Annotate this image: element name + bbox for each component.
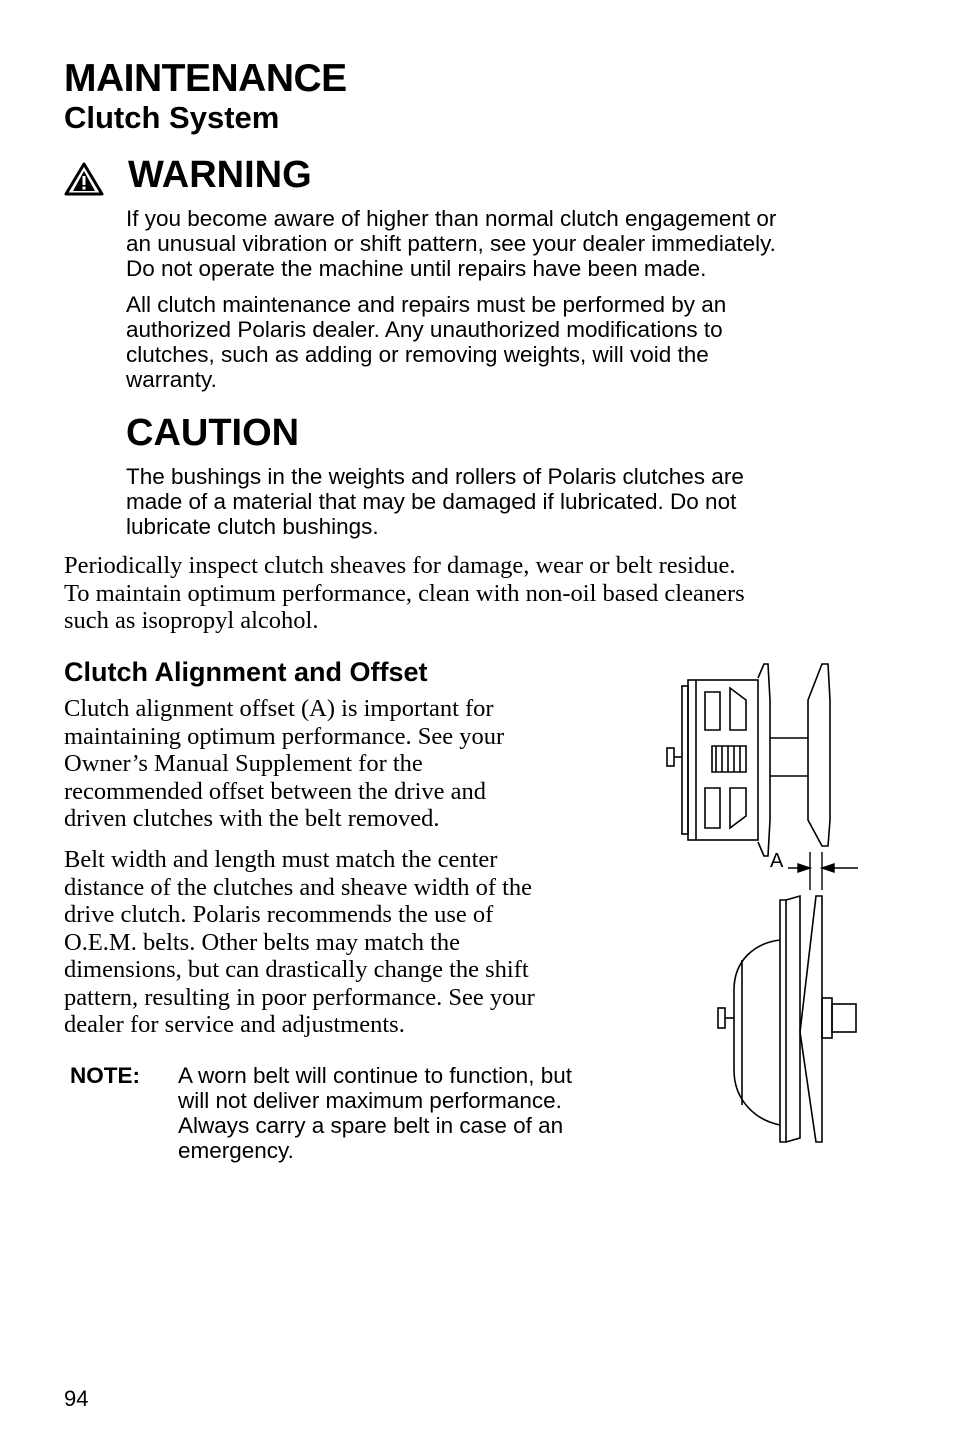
alignment-paragraph-1 (64, 695, 624, 833)
text-line: clutches, such as adding or removing weights, will void the (126, 342, 709, 367)
text-line: Belt width and length must match the center (64, 846, 498, 873)
driven-bolt-head (718, 1008, 725, 1028)
note-text (178, 1063, 638, 1163)
text-line: Owner’s Manual Supplement for the (64, 750, 423, 777)
text-line: Do not operate the machine until repairs have been made. (126, 256, 707, 281)
text-line: pattern, resulting in poor performance. See your (64, 983, 535, 1011)
text-line: If you become aware of higher than normal clutch engagement or (126, 206, 777, 231)
text-line: recommended offset between the drive and (64, 777, 487, 805)
text-line: emergency. (178, 1138, 294, 1163)
text-line: warranty. (126, 367, 217, 392)
text-line: dealer for service and adjustments. (64, 1011, 405, 1038)
text-line: O.E.M. belts. Other belts may match the (64, 928, 460, 956)
text-line: made of a material that may be damaged if lubricated. Do not (126, 489, 737, 514)
text-line: will not deliver maximum performance. (178, 1088, 562, 1113)
text-line: A worn belt will continue to function, but (178, 1063, 572, 1088)
warning-paragraph-1 (126, 206, 886, 281)
section-title: Clutch System (64, 100, 280, 135)
text-line: authorized Polaris dealer. Any unauthorized modifications to (126, 317, 723, 342)
text-line: The bushings in the weights and rollers of Polaris clutches are (126, 464, 744, 489)
caution-title: CAUTION (126, 412, 300, 454)
alignment-heading: Clutch Alignment and Offset (64, 657, 428, 687)
note-label: NOTE: (70, 1063, 140, 1088)
offset-label-a: A (770, 850, 784, 872)
text-line: distance of the clutches and sheave width of the (64, 873, 533, 901)
clutch-offset-diagram (660, 660, 870, 1150)
text-line: maintaining optimum performance. See your (64, 722, 505, 750)
drive-bolt-head (667, 748, 674, 766)
text-line: Periodically inspect clutch sheaves for damage, wear or belt residue. (64, 552, 736, 579)
text-line: such as isopropyl alcohol. (64, 607, 319, 634)
text-line: drive clutch. Polaris recommends the use of (64, 901, 494, 928)
driven-hub (822, 998, 832, 1038)
text-line: Always carry a spare belt in case of an (178, 1113, 564, 1138)
alignment-paragraph-2 (64, 846, 624, 1039)
intro-paragraph (64, 552, 884, 635)
warning-title: WARNING (128, 154, 312, 196)
caution-paragraph (126, 464, 886, 539)
warning-paragraph-2 (126, 292, 886, 392)
text-line: lubricate clutch bushings. (126, 514, 379, 539)
page-number: 94 (64, 1386, 89, 1411)
text-line: driven clutches with the belt removed. (64, 805, 440, 832)
warning-triangle-icon (64, 162, 104, 196)
page-title: MAINTENANCE (64, 57, 347, 100)
clutch-diagram-drawing (660, 660, 870, 1150)
text-line: dimensions, but can drastically change the shift (64, 956, 529, 983)
text-line: Clutch alignment offset (A) is important for (64, 695, 494, 722)
text-line: an unusual vibration or shift pattern, see your dealer immediately. (126, 231, 776, 256)
text-line: All clutch maintenance and repairs must be performed by an (126, 292, 727, 317)
text-line: To maintain optimum performance, clean with non-oil based cleaners (64, 579, 745, 607)
